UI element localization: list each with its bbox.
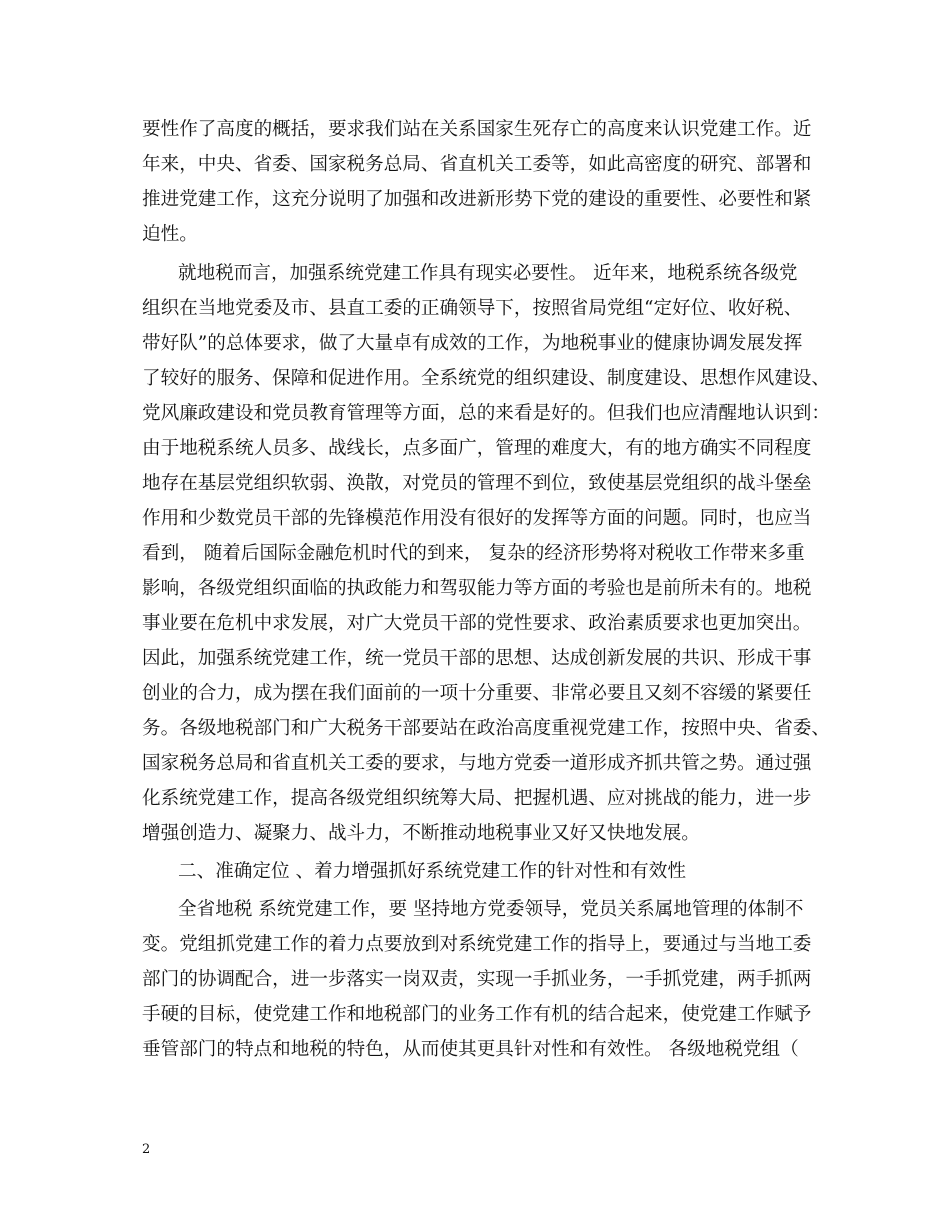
body-text-line: 组织在当地党委及市、县直工委的正确领导下，按照省局党组“定好位、收好税、	[142, 298, 803, 319]
body-text-line: 推进党建工作，这充分说明了加强和改进新形势下党的建设的重要性、必要性和紧	[142, 189, 812, 210]
body-text-line: 事业要在危机中求发展，对广大党员干部的党性要求、政治素质要求也更加突出。	[142, 613, 812, 634]
body-text-line: 迫性。	[142, 224, 198, 245]
paragraph-first-line: 全省地税 系统党建工作，要 坚持地方党委领导，党员关系属地管理的体制不	[178, 899, 804, 920]
paragraph-first-line: 就地税而言，加强系统党建工作具有现实必要性。 近年来，地税系统各级党	[178, 263, 798, 284]
body-text-line: 党风廉政建设和党员教育管理等方面，总的来看是好的。但我们也应清醒地认识到：	[142, 403, 830, 424]
body-text-line: 影响，各级党组织面临的执政能力和驾驭能力等方面的考验也是前所未有的。地税	[142, 578, 812, 599]
body-text-line: 地存在基层党组织软弱、涣散，对党员的管理不到位，致使基层党组织的战斗堡垒	[142, 473, 812, 494]
body-text-line: 年来，中央、省委、国家税务总局、省直机关工委等，如此高密度的研究、部署和	[142, 154, 812, 175]
body-text-line: 要性作了高度的概括，要求我们站在关系国家生死存亡的高度来认识党建工作。近	[142, 119, 812, 140]
body-text-line: 增强创造力、凝聚力、战斗力，不断推动地税事业又好又快地发展。	[142, 823, 700, 844]
body-text-line: 创业的合力，成为摆在我们面前的一项十分重要、非常必要且又刻不容缓的紧要任	[142, 683, 812, 704]
body-text-line: 国家税务总局和省直机关工委的要求，与地方党委一道形成齐抓共管之势。通过强	[142, 753, 812, 774]
body-text-line: 带好队”的总体要求，做了大量卓有成效的工作，为地税事业的健康协调发展发挥	[142, 333, 803, 354]
body-text-line: 务。各级地税部门和广大税务干部要站在政治高度重视党建工作，按照中央、省委、	[142, 718, 830, 739]
page-number: 2	[142, 1142, 151, 1157]
body-text-line: 化系统党建工作，提高各级党组织统筹大局、把握机遇、应对挑战的能力，进一步	[142, 788, 812, 809]
body-text-line: 因此，加强系统党建工作，统一党员干部的思想、达成创新发展的共识、形成干事	[142, 648, 812, 669]
body-text-line: 变。党组抓党建工作的着力点要放到对系统党建工作的指导上，要通过与当地工委	[142, 934, 812, 955]
body-text-line: 部门的协调配合，进一步落实一岗双责，实现一手抓业务，一手抓党建，两手抓两	[142, 969, 812, 990]
section-heading: 二、准确定位 、着力增强抓好系统党建工作的针对性和有效性	[178, 861, 686, 882]
body-text-line: 了较好的服务、保障和促进作用。全系统党的组织建设、制度建设、思想作风建设、	[142, 368, 830, 389]
body-text-line: 作用和少数党员干部的先锋模范作用没有很好的发挥等方面的问题。同时，也应当	[142, 508, 812, 529]
body-text-line: 看到， 随着后国际金融危机时代的到来， 复杂的经济形势将对税收工作带来多重	[142, 543, 805, 564]
body-text-line: 手硬的目标，使党建工作和地税部门的业务工作有机的结合起来，使党建工作赋予	[142, 1004, 812, 1025]
body-text-line: 垂管部门的特点和地税的特色，从而使其更具针对性和有效性。 各级地税党组（	[142, 1039, 799, 1060]
body-text-line: 由于地税系统人员多、战线长，点多面广，管理的难度大，有的地方确实不同程度	[142, 438, 812, 459]
